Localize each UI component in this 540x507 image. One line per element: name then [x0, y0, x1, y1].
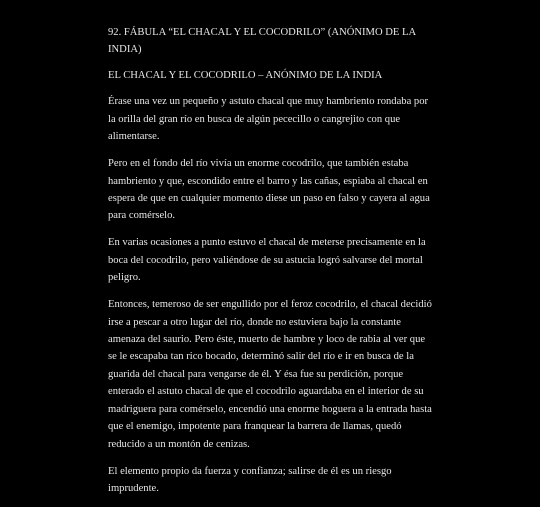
paragraph: En varias ocasiones a punto estuvo el chacal de meterse precisamente en la boca del cocodrilo, pero valiéndose de su astucia logró salvarse del mortal peligro.: [108, 237, 426, 284]
paragraph: Entonces, temeroso de ser engullido por el feroz cocodrilo, el chacal decidió irse a pescar a otro lugar del río, donde no estuviera bajo la constante amenaza del saurio. Pero éste, muerto de hambre y loco de rabia al ver que se le escapaba tan rico bocado, determinó salir del río e ir en busca de la guarida del chacal para vengarse de él. Y ésa fue su perdición, porque enterado el astuto chacal de que el cocodrilo aguardaba en el interior de su madriguera para comérselo, encendió una enorme hoguera a la entrada hasta que el enemigo, impotente para franquear la barrera de llamas, quedó reducido a un montón de cenizas.: [108, 299, 432, 450]
document-body: [108, 24, 434, 507]
fable-title: 92. FÁBULA “EL CHACAL Y EL COCODRILO” (ANÓNIMO DE LA INDIA): [108, 27, 416, 56]
moral-paragraph: El elemento propio da fuerza y confianza; salirse de él es un riesgo imprudente.: [108, 465, 392, 494]
paragraph: Pero en el fondo del río vivía un enorme cocodrilo, que también estaba hambriento y que, escondido entre el barro y las cañas, espiaba al chacal en espera de que en cualquier momento diese un paso en falso y cayera al agua para comérselo.: [108, 158, 430, 222]
fable-subtitle: EL CHACAL Y EL COCODRILO – ANÓNIMO DE LA INDIA: [108, 70, 383, 82]
paragraph: Érase una vez un pequeño y astuto chacal que muy hambriento rondaba por la orilla del gran río en busca de algún pececillo o cangrejito con que alimentarse.: [108, 96, 429, 143]
